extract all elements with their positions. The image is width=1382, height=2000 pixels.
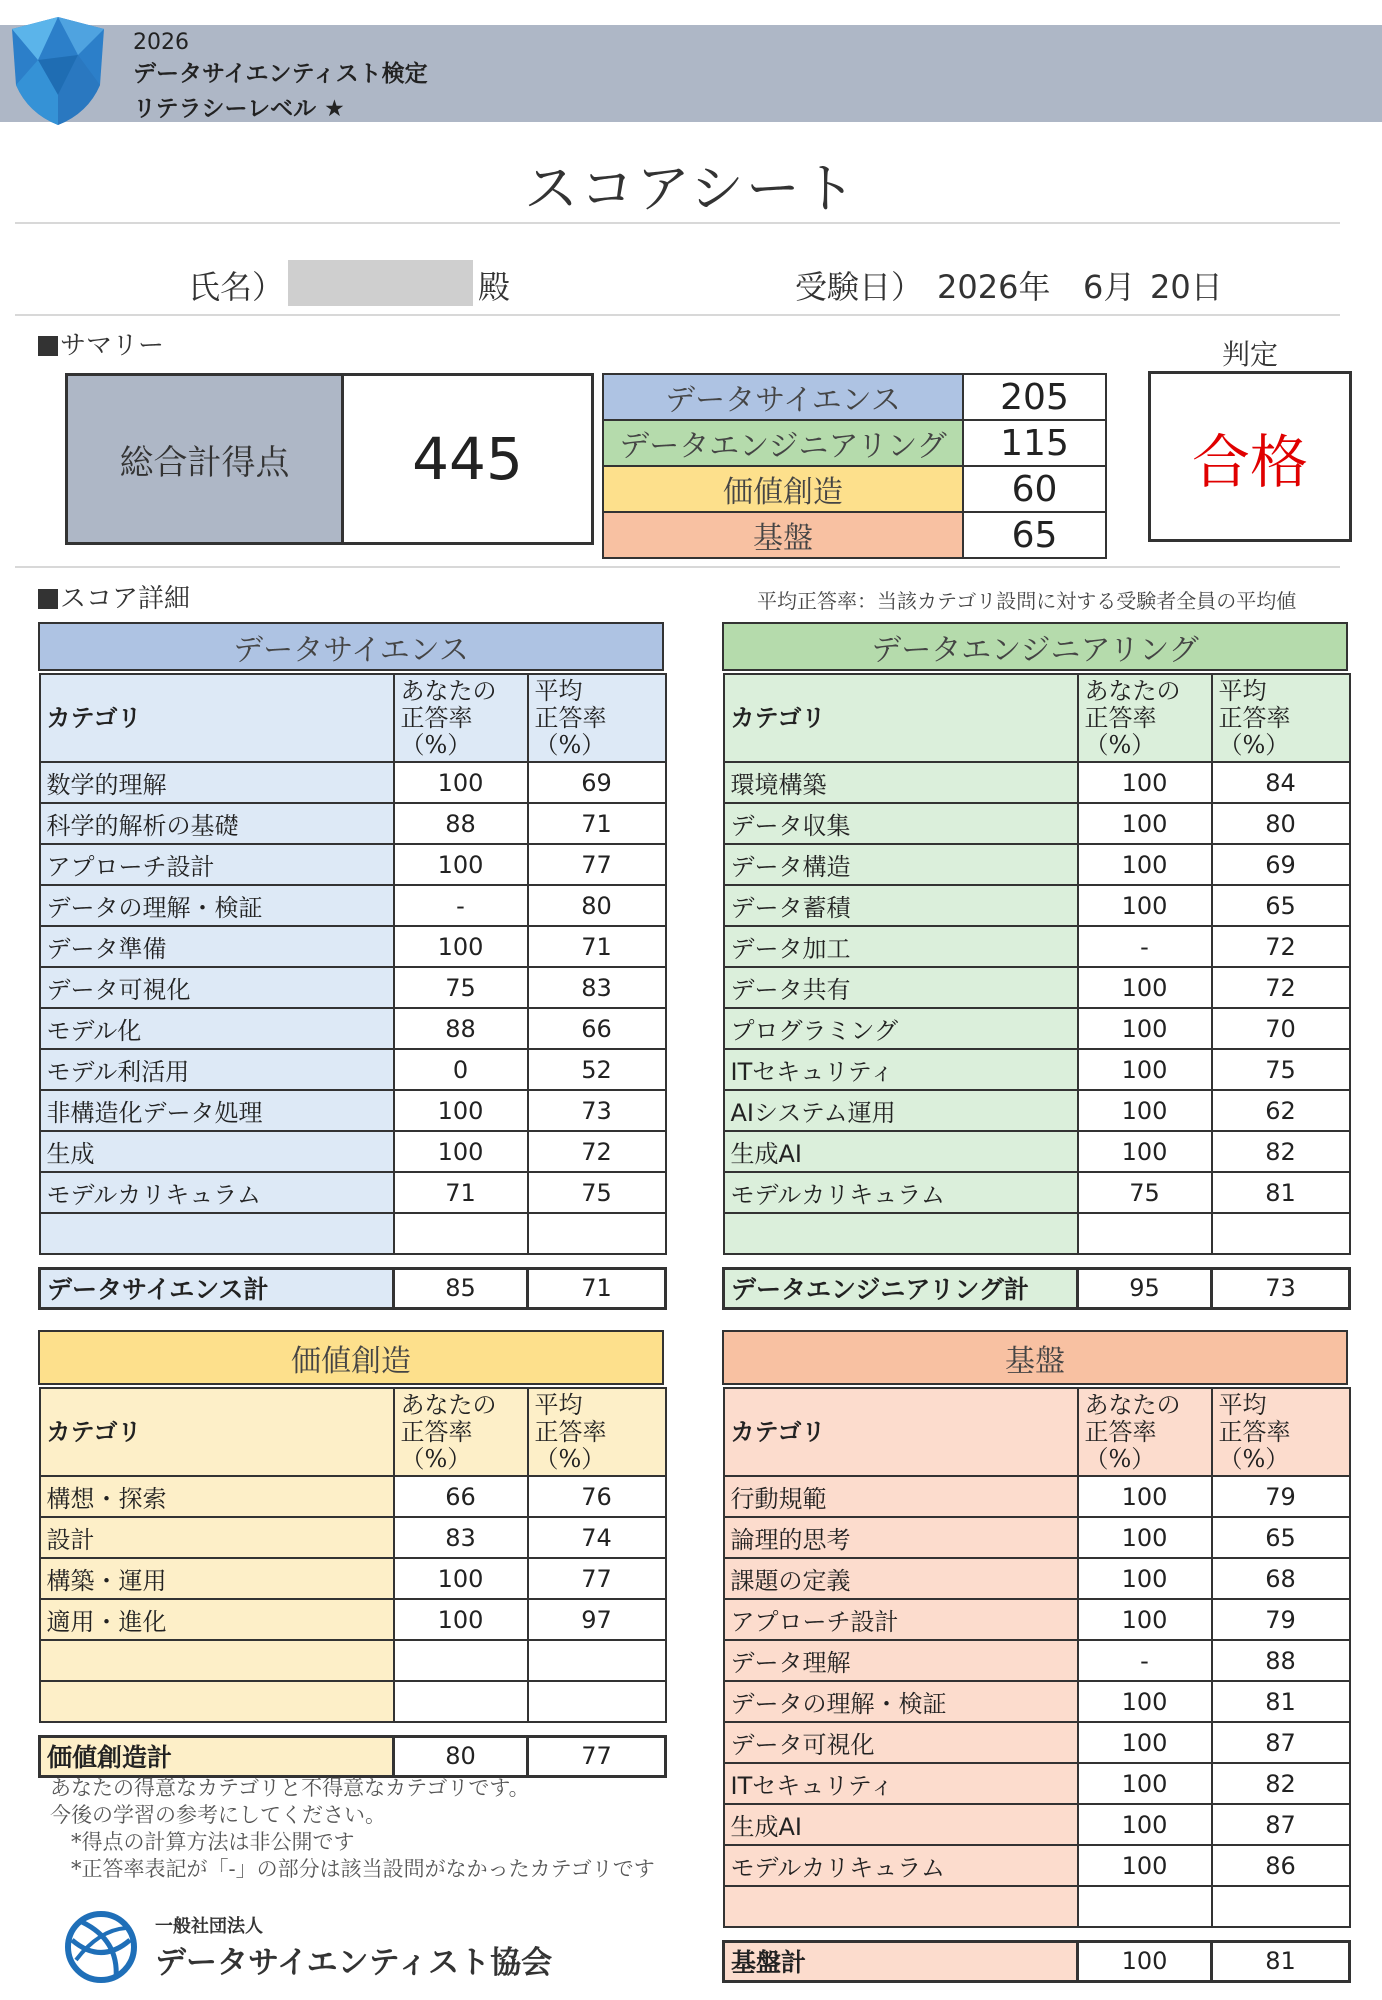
average-rate-cell: 77 [528, 1558, 666, 1599]
category-cell: ITセキュリティ [724, 1763, 1078, 1804]
your-rate-cell: 100 [1078, 1845, 1212, 1886]
total-row [40, 1268, 666, 1308]
table-row [724, 1213, 1350, 1254]
category-cell: データの理解・検証 [724, 1681, 1078, 1722]
footnote-line: *正答率表記が「-」の部分は該当設問がなかったカテゴリです [50, 1857, 655, 1881]
header-line: あなたの [400, 676, 497, 705]
average-rate-cell: 76 [528, 1476, 666, 1517]
foundation-table [722, 1387, 1351, 1983]
table-row [724, 1049, 1350, 1090]
average-rate-cell: 65 [1212, 1517, 1350, 1558]
category-cell: アプローチ設計 [40, 844, 394, 885]
total-your-rate-cell: 80 [394, 1736, 528, 1776]
category-cell: データ収集 [724, 803, 1078, 844]
column-header-average-rate [528, 1388, 666, 1476]
breakdown-value: 205 [963, 374, 1106, 420]
column-header-your-rate [394, 1388, 528, 1476]
organization-type: 一般社団法人 [155, 1916, 263, 1937]
page-title: スコアシート [524, 157, 858, 220]
average-rate-cell: 75 [528, 1172, 666, 1213]
exam-date-label: 受験日） [795, 268, 924, 306]
name-redaction [288, 260, 473, 306]
total-average-rate-cell: 81 [1212, 1941, 1350, 1981]
table-row [724, 1804, 1350, 1845]
category-cell: データの理解・検証 [40, 885, 394, 926]
table-row [40, 1049, 666, 1090]
your-rate-cell [1078, 1886, 1212, 1927]
table-row [40, 1213, 666, 1254]
average-rate-cell [528, 1681, 666, 1722]
spacer-row [724, 1927, 1350, 1941]
category-cell: データ可視化 [724, 1722, 1078, 1763]
total-average-rate-cell: 71 [528, 1268, 666, 1308]
breakdown-value: 60 [963, 466, 1106, 512]
category-cell [724, 1886, 1078, 1927]
column-header-your-rate [394, 674, 528, 762]
category-cell: 課題の定義 [724, 1558, 1078, 1599]
organization-name: データサイエンティスト協会 [155, 1945, 553, 1981]
globe-logo-icon [64, 1910, 138, 1984]
table-row [40, 1681, 666, 1722]
average-rate-cell: 82 [1212, 1763, 1350, 1804]
header-line: あなたの [400, 1390, 497, 1419]
category-cell: モデル利活用 [40, 1049, 394, 1090]
your-rate-cell: 66 [394, 1476, 528, 1517]
header-line: 平均 [1218, 676, 1267, 705]
spacer-cell [724, 1254, 1350, 1268]
total-your-rate-cell: 85 [394, 1268, 528, 1308]
header-line: （%） [400, 730, 472, 759]
average-rate-cell: 80 [1212, 803, 1350, 844]
your-rate-cell: 100 [394, 926, 528, 967]
your-rate-cell: 88 [394, 803, 528, 844]
average-rate-cell [1212, 1213, 1350, 1254]
average-rate-cell: 87 [1212, 1804, 1350, 1845]
your-rate-cell: 0 [394, 1049, 528, 1090]
your-rate-cell: 75 [1078, 1172, 1212, 1213]
average-rate-cell: 86 [1212, 1845, 1350, 1886]
header-line: 正答率 [1218, 703, 1291, 732]
category-cell: モデルカリキュラム [40, 1172, 394, 1213]
breakdown-label: データエンジニアリング [603, 420, 963, 466]
header-line: あなたの [1084, 676, 1181, 705]
header-line: （%） [1218, 730, 1290, 759]
column-header-average-rate [528, 674, 666, 762]
breakdown-value: 115 [963, 420, 1106, 466]
header-line: 平均 [534, 1390, 583, 1419]
table-row [40, 1131, 666, 1172]
header-line: （%） [400, 1444, 472, 1473]
header-line: 正答率 [1084, 703, 1157, 732]
foundation-title: 基盤 [722, 1330, 1348, 1385]
category-cell: 生成AI [724, 1131, 1078, 1172]
average-rate-cell [528, 1213, 666, 1254]
category-cell: プログラミング [724, 1008, 1078, 1049]
column-header-your-rate [1078, 1388, 1212, 1476]
your-rate-cell: 75 [394, 967, 528, 1008]
header-line: （%） [1084, 1444, 1156, 1473]
category-cell: 適用・進化 [40, 1599, 394, 1640]
table-row [40, 885, 666, 926]
footnotes [50, 1775, 655, 1883]
table-row [724, 762, 1350, 803]
table-row [724, 967, 1350, 1008]
value-creation-title: 価値創造 [38, 1330, 664, 1385]
total-label-cell: 価値創造計 [40, 1736, 394, 1776]
table-row [724, 1763, 1350, 1804]
total-score-value: 445 [344, 373, 594, 545]
your-rate-cell: 100 [394, 1558, 528, 1599]
table-row [724, 1008, 1350, 1049]
category-cell: 科学的解析の基礎 [40, 803, 394, 844]
exam-date-day: 20日 [1150, 268, 1223, 306]
data-engineering-title: データエンジニアリング [722, 622, 1348, 671]
header-title: データサイエンティスト検定 [133, 61, 428, 87]
your-rate-cell: 100 [394, 1090, 528, 1131]
total-label-cell: データサイエンス計 [40, 1268, 394, 1308]
average-rate-cell: 70 [1212, 1008, 1350, 1049]
your-rate-cell: - [394, 885, 528, 926]
category-cell: データ蓄積 [724, 885, 1078, 926]
your-rate-cell: 100 [1078, 1049, 1212, 1090]
category-cell: モデルカリキュラム [724, 1845, 1078, 1886]
average-rate-cell: 81 [1212, 1681, 1350, 1722]
average-rate-cell: 74 [528, 1517, 666, 1558]
total-label-cell: データエンジニアリング計 [724, 1268, 1078, 1308]
header-level: リテラシーレベル ★ [133, 96, 345, 122]
table-row [40, 1558, 666, 1599]
header-line: （%） [534, 1444, 606, 1473]
category-cell: 環境構築 [724, 762, 1078, 803]
your-rate-cell: 100 [1078, 844, 1212, 885]
table-row [724, 1886, 1350, 1927]
your-rate-cell: 100 [394, 1131, 528, 1172]
table-row [40, 926, 666, 967]
average-rate-cell: 52 [528, 1049, 666, 1090]
category-cell [40, 1681, 394, 1722]
column-header-category: カテゴリ [40, 1388, 394, 1476]
header-line: 正答率 [534, 1417, 607, 1446]
your-rate-cell: 100 [1078, 1008, 1212, 1049]
judgement-result: 合格 [1148, 371, 1352, 542]
average-rate-cell: 71 [528, 803, 666, 844]
total-your-rate-cell: 100 [1078, 1941, 1212, 1981]
column-header-category: カテゴリ [724, 674, 1078, 762]
header-line: （%） [1218, 1444, 1290, 1473]
your-rate-cell: 100 [394, 844, 528, 885]
spacer-cell [724, 1927, 1350, 1941]
average-rate-cell: 79 [1212, 1599, 1350, 1640]
table-row [724, 1172, 1350, 1213]
footnote-line: 今後の学習の参考にしてください。 [50, 1803, 386, 1827]
your-rate-cell: 88 [394, 1008, 528, 1049]
average-rate-note: 平均正答率：当該カテゴリ設問に対する受験者全員の平均値 [757, 589, 1297, 613]
total-row [724, 1941, 1350, 1981]
your-rate-cell [394, 1213, 528, 1254]
value-creation-table [38, 1387, 667, 1778]
table-row [724, 1476, 1350, 1517]
header-line: 正答率 [1218, 1417, 1291, 1446]
category-cell: 生成 [40, 1131, 394, 1172]
average-rate-cell [528, 1640, 666, 1681]
average-rate-cell [1212, 1886, 1350, 1927]
shield-logo-icon [8, 15, 108, 127]
breakdown-row [603, 374, 1106, 420]
table-header-row [40, 674, 666, 762]
average-rate-cell: 88 [1212, 1640, 1350, 1681]
average-rate-cell: 69 [528, 762, 666, 803]
table-row [40, 762, 666, 803]
category-cell: 生成AI [724, 1804, 1078, 1845]
total-your-rate-cell: 95 [1078, 1268, 1212, 1308]
category-cell: 構築・運用 [40, 1558, 394, 1599]
table-row [724, 1722, 1350, 1763]
header-line: （%） [1084, 730, 1156, 759]
table-row [40, 1172, 666, 1213]
header-line: 正答率 [400, 1417, 473, 1446]
category-cell: データ理解 [724, 1640, 1078, 1681]
breakdown-label: 価値創造 [603, 466, 963, 512]
your-rate-cell: 100 [1078, 1763, 1212, 1804]
total-score-label: 総合計得点 [65, 373, 344, 545]
column-header-category: カテゴリ [724, 1388, 1078, 1476]
breakdown-row [603, 512, 1106, 558]
category-cell [40, 1640, 394, 1681]
category-cell: アプローチ設計 [724, 1599, 1078, 1640]
total-average-rate-cell: 77 [528, 1736, 666, 1776]
table-row [40, 1640, 666, 1681]
exam-date-month: 6月 [1083, 268, 1136, 306]
divider [15, 222, 1340, 224]
category-cell: データ可視化 [40, 967, 394, 1008]
table-row [40, 1008, 666, 1049]
spacer-row [40, 1722, 666, 1736]
breakdown-label: 基盤 [603, 512, 963, 558]
total-row [40, 1736, 666, 1776]
category-cell: ITセキュリティ [724, 1049, 1078, 1090]
column-header-category: カテゴリ [40, 674, 394, 762]
average-rate-cell: 73 [528, 1090, 666, 1131]
average-rate-cell: 72 [528, 1131, 666, 1172]
average-rate-cell: 83 [528, 967, 666, 1008]
data-engineering-table [722, 673, 1351, 1310]
your-rate-cell: - [1078, 926, 1212, 967]
table-row [724, 844, 1350, 885]
data-science-title: データサイエンス [38, 622, 664, 671]
breakdown-value: 65 [963, 512, 1106, 558]
table-row [724, 1090, 1350, 1131]
footnote-line: あなたの得意なカテゴリと不得意なカテゴリです。 [50, 1776, 530, 1800]
header-line: 平均 [534, 676, 583, 705]
header-line: 正答率 [1084, 1417, 1157, 1446]
your-rate-cell: - [1078, 1640, 1212, 1681]
average-rate-cell: 66 [528, 1008, 666, 1049]
table-row [40, 803, 666, 844]
header-line: （%） [534, 730, 606, 759]
average-rate-cell: 71 [528, 926, 666, 967]
spacer-cell [40, 1254, 666, 1268]
your-rate-cell [394, 1640, 528, 1681]
average-rate-cell: 84 [1212, 762, 1350, 803]
summary-section-title: サマリー [38, 325, 164, 362]
table-row [40, 1476, 666, 1517]
average-rate-cell: 65 [1212, 885, 1350, 926]
category-cell [40, 1213, 394, 1254]
table-row [40, 1517, 666, 1558]
data-science-table [38, 673, 667, 1310]
your-rate-cell: 100 [1078, 1517, 1212, 1558]
your-rate-cell: 100 [394, 1599, 528, 1640]
category-cell: データ準備 [40, 926, 394, 967]
table-row [724, 803, 1350, 844]
table-row [40, 1599, 666, 1640]
average-rate-cell: 72 [1212, 926, 1350, 967]
total-label-cell: 基盤計 [724, 1941, 1078, 1981]
table-row [40, 1090, 666, 1131]
details-section-title: スコア詳細 [38, 578, 190, 615]
average-rate-cell: 69 [1212, 844, 1350, 885]
header-line: 正答率 [534, 703, 607, 732]
your-rate-cell: 100 [1078, 1681, 1212, 1722]
average-rate-cell: 87 [1212, 1722, 1350, 1763]
average-rate-cell: 75 [1212, 1049, 1350, 1090]
table-row [724, 1681, 1350, 1722]
table-row [724, 1640, 1350, 1681]
category-cell: 設計 [40, 1517, 394, 1558]
your-rate-cell: 100 [1078, 1722, 1212, 1763]
column-header-average-rate [1212, 674, 1350, 762]
your-rate-cell: 100 [1078, 1558, 1212, 1599]
your-rate-cell: 100 [1078, 1090, 1212, 1131]
category-cell: データ構造 [724, 844, 1078, 885]
your-rate-cell: 100 [394, 762, 528, 803]
category-cell: 構想・探索 [40, 1476, 394, 1517]
column-header-your-rate [1078, 674, 1212, 762]
your-rate-cell: 100 [1078, 885, 1212, 926]
table-row [724, 1599, 1350, 1640]
category-cell: モデルカリキュラム [724, 1172, 1078, 1213]
your-rate-cell: 83 [394, 1517, 528, 1558]
table-header-row [724, 674, 1350, 762]
breakdown-row [603, 420, 1106, 466]
category-cell: データ加工 [724, 926, 1078, 967]
table-row [40, 844, 666, 885]
judgement-label: 判定 [1222, 338, 1279, 371]
your-rate-cell [1078, 1213, 1212, 1254]
your-rate-cell: 100 [1078, 803, 1212, 844]
average-rate-cell: 97 [528, 1599, 666, 1640]
your-rate-cell: 100 [1078, 967, 1212, 1008]
spacer-cell [40, 1722, 666, 1736]
your-rate-cell: 71 [394, 1172, 528, 1213]
header-year: 2026 [133, 30, 189, 55]
category-cell: 非構造化データ処理 [40, 1090, 394, 1131]
table-row [724, 1845, 1350, 1886]
header-line: 正答率 [400, 703, 473, 732]
average-rate-cell: 82 [1212, 1131, 1350, 1172]
table-row [724, 1558, 1350, 1599]
your-rate-cell [394, 1681, 528, 1722]
header-line: あなたの [1084, 1390, 1181, 1419]
average-rate-cell: 79 [1212, 1476, 1350, 1517]
your-rate-cell: 100 [1078, 1131, 1212, 1172]
average-rate-cell: 77 [528, 844, 666, 885]
total-average-rate-cell: 73 [1212, 1268, 1350, 1308]
breakdown-label: データサイエンス [603, 374, 963, 420]
table-row [724, 1131, 1350, 1172]
table-header-row [724, 1388, 1350, 1476]
table-header-row [40, 1388, 666, 1476]
divider [15, 314, 1340, 316]
spacer-row [724, 1254, 1350, 1268]
footnote-line: *得点の計算方法は非公開です [50, 1830, 355, 1854]
score-breakdown-table [602, 373, 1107, 559]
spacer-row [40, 1254, 666, 1268]
your-rate-cell: 100 [1078, 1476, 1212, 1517]
name-suffix: 殿 [478, 268, 511, 306]
category-cell [724, 1213, 1078, 1254]
your-rate-cell: 100 [1078, 1599, 1212, 1640]
category-cell: 行動規範 [724, 1476, 1078, 1517]
exam-date-year: 2026年 [937, 268, 1051, 306]
column-header-average-rate [1212, 1388, 1350, 1476]
your-rate-cell: 100 [1078, 1804, 1212, 1845]
your-rate-cell: 100 [1078, 762, 1212, 803]
average-rate-cell: 81 [1212, 1172, 1350, 1213]
average-rate-cell: 68 [1212, 1558, 1350, 1599]
breakdown-row [603, 466, 1106, 512]
category-cell: モデル化 [40, 1008, 394, 1049]
divider [15, 566, 1340, 568]
table-row [724, 1517, 1350, 1558]
category-cell: 数学的理解 [40, 762, 394, 803]
average-rate-cell: 80 [528, 885, 666, 926]
average-rate-cell: 72 [1212, 967, 1350, 1008]
category-cell: AIシステム運用 [724, 1090, 1078, 1131]
category-cell: データ共有 [724, 967, 1078, 1008]
category-cell: 論理的思考 [724, 1517, 1078, 1558]
name-label: 氏名） [188, 268, 285, 306]
average-rate-cell: 62 [1212, 1090, 1350, 1131]
header-line: 平均 [1218, 1390, 1267, 1419]
table-row [724, 885, 1350, 926]
table-row [40, 967, 666, 1008]
total-row [724, 1268, 1350, 1308]
table-row [724, 926, 1350, 967]
